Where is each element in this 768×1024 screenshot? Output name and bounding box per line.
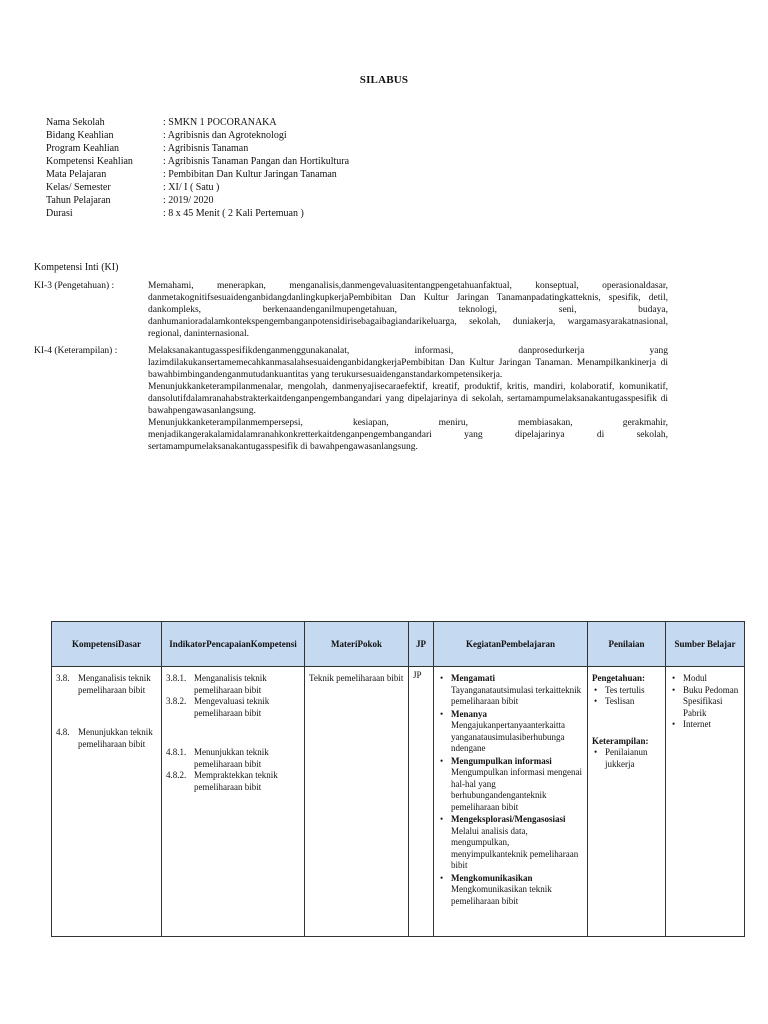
penilaian-item: • Penilaianun jukkerja (592, 747, 661, 770)
info-value: : Agribisnis dan Agroteknologi (163, 130, 287, 141)
info-row-subject (46, 168, 646, 181)
indikator-number: 4.8.2. (166, 770, 187, 780)
kegiatan-body: Mengajukanpertanyaanterkaitta yanganatausimulasiberhubunga ndengane (451, 720, 565, 753)
kegiatan-body: Melalui analisis data, mengumpulkan, menyimpulkanteknik pemeliharaan bibit (451, 825, 579, 870)
cell-penilaian (588, 667, 666, 937)
cell-kompetensi-dasar (52, 667, 162, 937)
sumber-list (670, 673, 740, 731)
kd-number: 4.8. (56, 727, 70, 737)
indikator-text-cont: pemeliharaan bibit (194, 684, 262, 695)
info-label: Bidang Keahlian (46, 130, 114, 141)
indikator-text-cont: pemeliharaan bibit (194, 758, 262, 769)
penilaian-item: • Teslisan (592, 696, 661, 708)
indikator-text: Mengevaluasi teknik (194, 696, 270, 706)
table-header-row (52, 622, 745, 667)
kegiatan-body: Tayanganatautsimulasi terkaitteknik pemeliharaan bibit (451, 684, 582, 706)
cell-indikator (162, 667, 305, 937)
sumber-item: • Internet (670, 719, 740, 731)
kegiatan-item (438, 673, 583, 708)
info-value: : Agribisnis Tanaman (163, 143, 249, 154)
ki4-body (148, 345, 668, 453)
indikator-number: 4.8.1. (166, 747, 187, 757)
header-indikator: IndikatorPencapaianKompetensi (162, 622, 305, 667)
info-value: : Pembibitan Dan Kultur Jaringan Tanaman (163, 169, 337, 180)
info-value: : Agribisnis Tanaman Pangan dan Hortikultura (163, 156, 350, 167)
indikator-item (166, 747, 300, 770)
info-label: Tahun Pelajaran (46, 195, 111, 206)
indikator-item (166, 673, 300, 696)
info-value: : 8 x 45 Menit ( 2 Kali Pertemuan ) (163, 208, 304, 219)
info-value: : XI/ I ( Satu ) (163, 182, 220, 193)
cell-kegiatan (434, 667, 588, 937)
cell-sumber-belajar (666, 667, 745, 937)
indikator-number: 3.8.2. (166, 696, 187, 706)
info-label: Durasi (46, 208, 73, 219)
kegiatan-heading: • Menanya (451, 708, 487, 719)
sumber-item: • Modul (670, 673, 740, 685)
kegiatan-item (438, 709, 583, 755)
kegiatan-heading: • Mengkomunikasikan (451, 872, 533, 883)
info-row-program (46, 142, 646, 155)
info-row-competency (46, 155, 646, 168)
syllabus-table-wrapper (51, 621, 744, 937)
table-row (52, 667, 745, 937)
indikator-number: 3.8.1. (166, 673, 187, 683)
ki3-label: KI-3 (Pengetahuan) : (34, 281, 115, 291)
indikator-item (166, 770, 300, 793)
kegiatan-body: Mengumpulkan informasi mengenai hal-hal yang berhubungandenganteknik pemeliharaan bibit (451, 767, 582, 812)
ki3-text: Memahami, menerapkan, menganalisis,danmengevaluasitentangpengetahuanfaktual, konseptual, operasionaldasar, danmetakognitifsesuaidenganbidangdanlingkupkerjaPembibitan Dan Kultur Jaringan Tanamanpadatingkatteknis, spesifik, detil, dankompleks, berkenaandenganilmupengetahuan, teknologi, seni, budaya, danhumanioradalamkontekspengembanganpotensidirisebagaibagiandarikeluarga, sekolah, duniakerja, wargamasyarakatnasional, regional, daninternasional. (148, 281, 668, 339)
header-penilaian: Penilaian (588, 622, 666, 667)
page-title: SILABUS (359, 74, 409, 86)
kd-text: Menganalisis teknik pemeliharaan bibit (78, 673, 151, 695)
header-jp: JP (409, 622, 434, 667)
sumber-item: • Buku Pedoman Spesifikasi Pabrik (670, 685, 740, 720)
info-label: Nama Sekolah (46, 117, 105, 128)
kd-item (56, 673, 157, 696)
info-row-year (46, 194, 646, 207)
info-row-field (46, 129, 646, 142)
header-kompetensi-dasar: KompetensiDasar (52, 622, 162, 667)
header-materi-pokok: MateriPokok (305, 622, 409, 667)
kegiatan-body: Mengkomunikasikan teknik pemeliharaan bibit (451, 884, 552, 906)
indikator-text-cont: pemeliharaan bibit (194, 781, 262, 792)
info-value: : 2019/ 2020 (163, 195, 214, 206)
info-label: Mata Pelajaran (46, 169, 107, 180)
info-label: Kelas/ Semester (46, 182, 111, 193)
kegiatan-heading: • Mengeksplorasi/Mengasosiasi (451, 814, 566, 824)
header-kegiatan: KegiatanPembelajaran (434, 622, 588, 667)
info-row-class (46, 181, 646, 194)
info-row-school (46, 116, 646, 129)
kd-item (56, 727, 157, 750)
info-row-duration (46, 207, 646, 220)
penilaian-item: • Tes tertulis (592, 685, 661, 697)
school-info (46, 116, 646, 220)
syllabus-table (51, 621, 745, 937)
info-value: : SMKN 1 POCORANAKA (163, 117, 277, 128)
ki-heading: Kompetensi Inti (KI) (34, 262, 119, 273)
kd-text: Menunjukkan teknik pemeliharaan bibit (78, 727, 153, 749)
kegiatan-item (438, 756, 583, 814)
penilaian-keterampilan-list (592, 747, 661, 770)
info-label: Program Keahlian (46, 143, 120, 154)
ki4-section (34, 345, 668, 453)
cell-materi-pokok: Teknik pemeliharaan bibit (305, 667, 409, 937)
cell-jp: JP (409, 667, 434, 937)
penilaian-pengetahuan-heading: Pengetahuan: (592, 673, 646, 683)
kegiatan-heading: • Mengamati (451, 673, 495, 683)
kegiatan-item (438, 814, 583, 872)
ki4-paragraph: Menunjukkanketerampilanmempersepsi, kesiapan, meniru, membiasakan, gerakmahir, menjadikangerakalamidalamranahkonkretterkaitdenganpengembangandari yang dipelajarinya di sekolah, sertamampumelaksanakantugasspesifik di bawahpengawasanlangsung. (148, 418, 668, 452)
indikator-text: Menganalisis teknik (194, 673, 267, 683)
ki4-paragraph: Menunjukkanketerampilanmenalar, mengolah, danmenyajisecaraefektif, kreatif, produktif, kritis, mandiri, kolaboratif, komunikatif, dansolutifdalamranahabstrakterkaitdenganpengembangandari yang dipelajarinya di sekolah, sertamampumelaksanakantugasspesifik di bawahpengawasanlangsung. (148, 382, 668, 416)
kegiatan-list (438, 673, 583, 907)
kd-number: 3.8. (56, 673, 70, 683)
indikator-text: Mempraktekkan teknik (194, 770, 278, 780)
indikator-item (166, 696, 300, 719)
header-sumber-belajar: Sumber Belajar (666, 622, 745, 667)
kegiatan-item (438, 873, 583, 908)
ki4-label: KI-4 (Keterampilan) : (34, 346, 118, 356)
indikator-text-cont: pemeliharaan bibit (194, 707, 262, 718)
ki3-section (34, 280, 668, 340)
kegiatan-heading: • Mengumpulkan informasi (451, 755, 552, 766)
penilaian-keterampilan-heading: Keterampilan: (592, 735, 649, 746)
indikator-text: Menunjukkan teknik (194, 747, 269, 757)
info-label: Kompetensi Keahlian (46, 156, 133, 167)
ki4-paragraph: Melaksanakantugasspesifikdenganmenggunakanalat, informasi, danprosedurkerja yang lazimdilakukansertamemecahkanmasalahsesuaidenganbidangkerjaPembibitan Dan Kultur Jaringan Tanaman. Menampilkankinerja di bawahbimbingandenganmutudankuantitas yang terukursesuaidenganstandarkompetensikerja. (148, 346, 668, 380)
penilaian-pengetahuan-list (592, 685, 661, 708)
